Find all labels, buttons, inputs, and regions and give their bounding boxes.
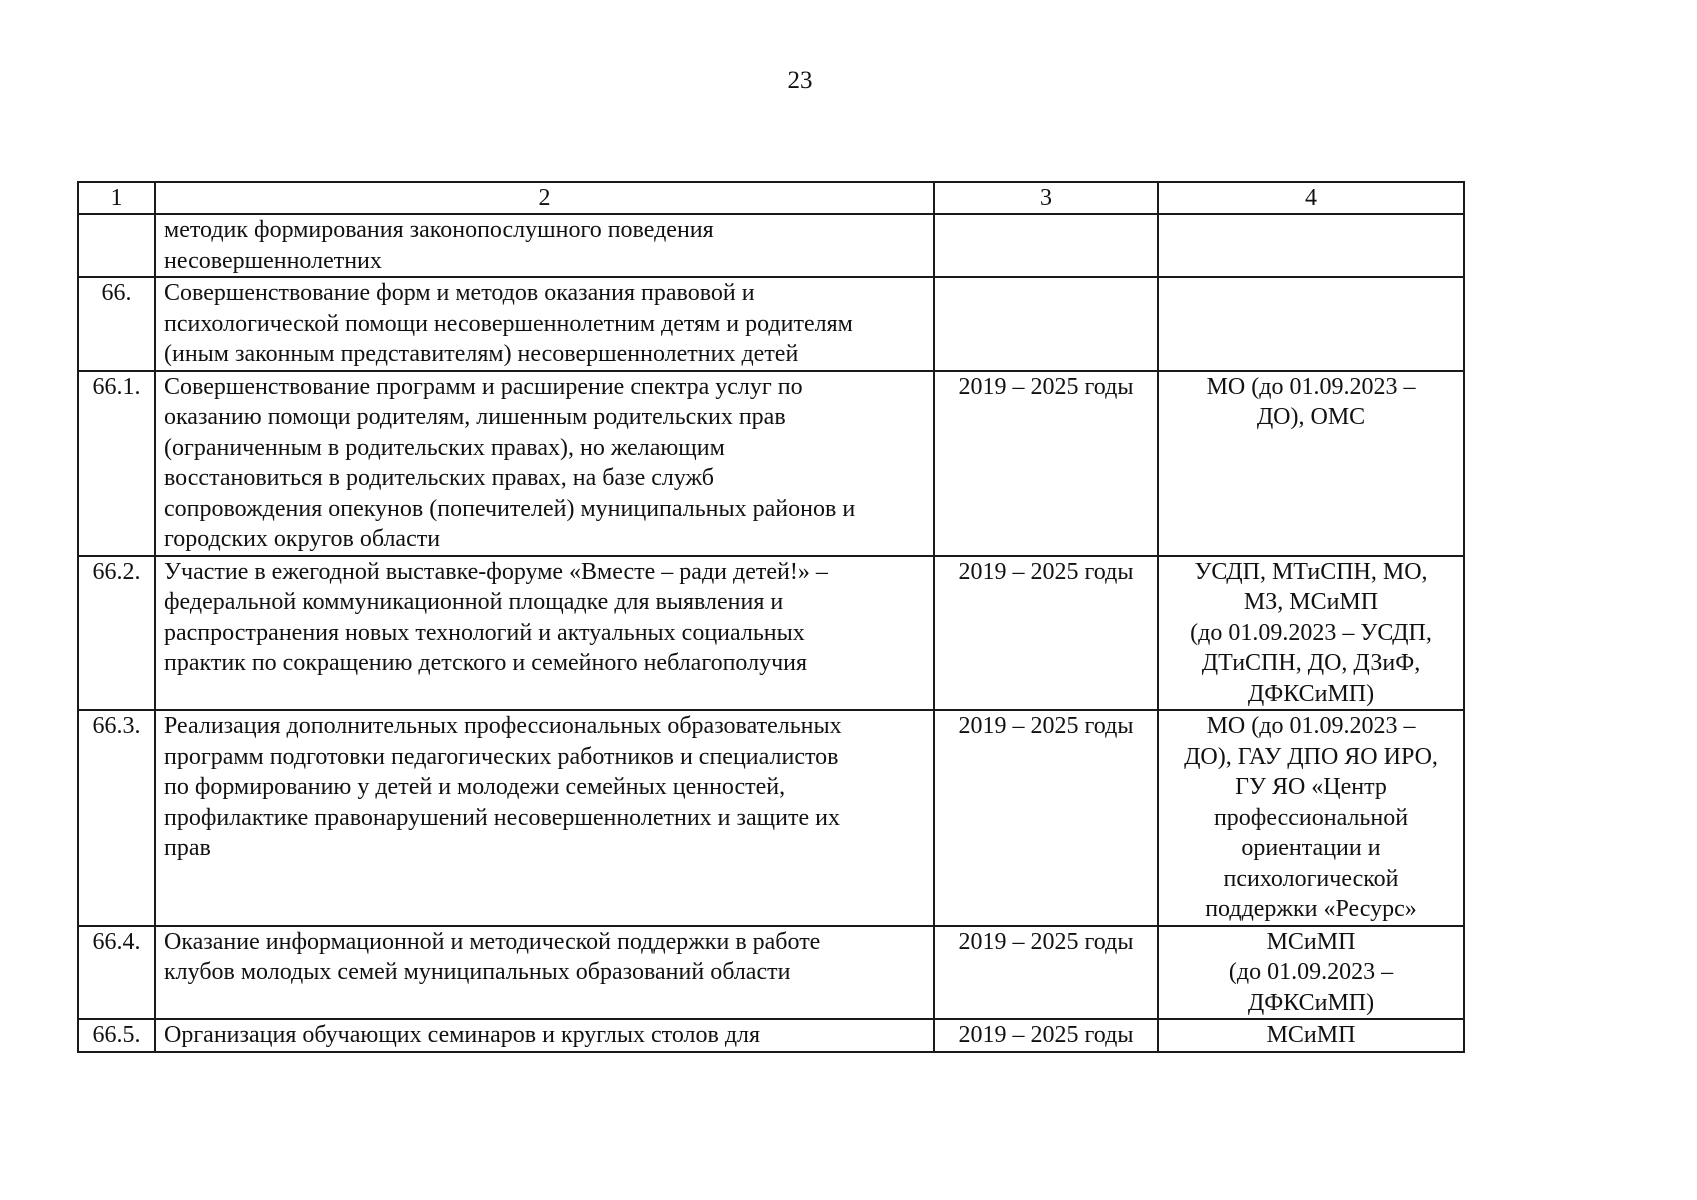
executor-line: МСиМП xyxy=(1266,1022,1356,1048)
row-term xyxy=(934,214,1158,277)
plan-table xyxy=(77,181,1465,1053)
row-executors xyxy=(1158,556,1464,711)
row-number: 66.3. xyxy=(78,710,155,926)
description-line: Оказание информационной и методической поддержки в работе xyxy=(164,928,821,955)
executor-line: УСДП, МТиСПН, МО, xyxy=(1194,558,1428,585)
description-line: восстановиться в родительских правах, на базе служб xyxy=(164,465,715,491)
table-row xyxy=(78,371,1464,556)
description-line: психологической помощи несовершеннолетним детям и родителям xyxy=(164,310,853,337)
row-term: 2019 – 2025 годы xyxy=(934,371,1158,556)
description-line: прав xyxy=(164,835,211,861)
description-line: Участие в ежегодной выставке-форуме «Вместе – ради детей!» – xyxy=(164,558,828,585)
description-line: профилактике правонарушений несовершеннолетних и защите их xyxy=(164,804,840,831)
table-row xyxy=(78,926,1464,1020)
row-number: 66.5. xyxy=(78,1019,155,1052)
executor-line: МЗ, МСиМП xyxy=(1243,589,1379,615)
row-term: 2019 – 2025 годы xyxy=(934,710,1158,926)
row-term: 2019 – 2025 годы xyxy=(934,556,1158,711)
description-line: клубов молодых семей муниципальных образований области xyxy=(164,959,791,985)
description-line: городских округов области xyxy=(164,526,441,552)
row-description xyxy=(155,926,934,1020)
row-description xyxy=(155,556,934,711)
description-line: федеральной коммуникационной площадке для выявления и xyxy=(164,589,784,615)
row-executors xyxy=(1158,1019,1464,1052)
table-row xyxy=(78,710,1464,926)
executor-line: (до 01.09.2023 – УСДП, xyxy=(1190,619,1432,646)
row-description xyxy=(155,214,934,277)
description-line: оказанию помощи родителям, лишенным родительских прав xyxy=(164,404,786,430)
executor-line: психологической xyxy=(1223,865,1399,892)
column-header: 3 xyxy=(934,182,1158,214)
description-line: практик по сокращению детского и семейного неблагополучия xyxy=(164,650,808,676)
description-line: программ подготовки педагогических работников и специалистов xyxy=(164,743,839,770)
row-description xyxy=(155,1019,934,1052)
row-executors xyxy=(1158,710,1464,926)
row-number: 66.2. xyxy=(78,556,155,711)
description-line: Реализация дополнительных профессиональных образовательных xyxy=(164,713,842,739)
executor-line: ДФКСиМП) xyxy=(1247,680,1375,707)
executor-line: МО (до 01.09.2023 – xyxy=(1206,373,1416,400)
executor-line: ГУ ЯО «Центр xyxy=(1235,774,1387,800)
row-description xyxy=(155,277,934,371)
description-line: методик формирования законопослушного поведения xyxy=(164,217,714,243)
row-description xyxy=(155,710,934,926)
description-line: по формированию у детей и молодежи семейных ценностей, xyxy=(164,774,786,800)
description-line: (ограниченным в родительских правах), но желающим xyxy=(164,434,725,461)
executor-line: МО (до 01.09.2023 – xyxy=(1206,713,1416,739)
executor-line: МСиМП xyxy=(1266,928,1356,955)
column-header: 4 xyxy=(1158,182,1464,214)
executor-line: профессиональной xyxy=(1213,804,1409,831)
page-number: 23 xyxy=(787,67,813,94)
description-line: Совершенствование форм и методов оказания правовой и xyxy=(164,280,755,306)
description-line: распространения новых технологий и актуальных социальных xyxy=(164,619,805,646)
executor-line: ДТиСПН, ДО, ДЗиФ, xyxy=(1201,650,1421,676)
executor-line: ДО), ОМС xyxy=(1256,404,1366,430)
executor-line: ДО), ГАУ ДПО ЯО ИРО, xyxy=(1184,743,1438,770)
row-executors xyxy=(1158,926,1464,1020)
table-row xyxy=(78,556,1464,711)
row-number: 66. xyxy=(78,277,155,371)
executor-line: поддержки «Ресурс» xyxy=(1205,896,1417,922)
row-description xyxy=(155,371,934,556)
row-number: 66.4. xyxy=(78,926,155,1020)
description-line: Организация обучающих семинаров и круглых столов для xyxy=(164,1022,761,1048)
row-term: 2019 – 2025 годы xyxy=(934,1019,1158,1052)
description-line: сопровождения опекунов (попечителей) муниципальных районов и xyxy=(164,495,856,522)
table-row xyxy=(78,277,1464,371)
executor-line: ДФКСиМП) xyxy=(1247,989,1375,1016)
executor-line: ориентации и xyxy=(1241,835,1381,861)
row-number: 66.1. xyxy=(78,371,155,556)
column-header: 1 xyxy=(78,182,155,214)
row-term: 2019 – 2025 годы xyxy=(934,926,1158,1020)
table-row xyxy=(78,214,1464,277)
description-line: (иным законным представителям) несовершеннолетних детей xyxy=(164,341,799,367)
row-number xyxy=(78,214,155,277)
row-term xyxy=(934,277,1158,371)
row-executors xyxy=(1158,277,1464,371)
row-executors xyxy=(1158,371,1464,556)
description-line: Совершенствование программ и расширение спектра услуг по xyxy=(164,373,803,400)
table-header-row xyxy=(78,182,1464,214)
column-header: 2 xyxy=(155,182,934,214)
description-line: несовершеннолетних xyxy=(164,247,382,274)
executor-line: (до 01.09.2023 – xyxy=(1228,959,1394,985)
row-executors xyxy=(1158,214,1464,277)
table-row xyxy=(78,1019,1464,1052)
